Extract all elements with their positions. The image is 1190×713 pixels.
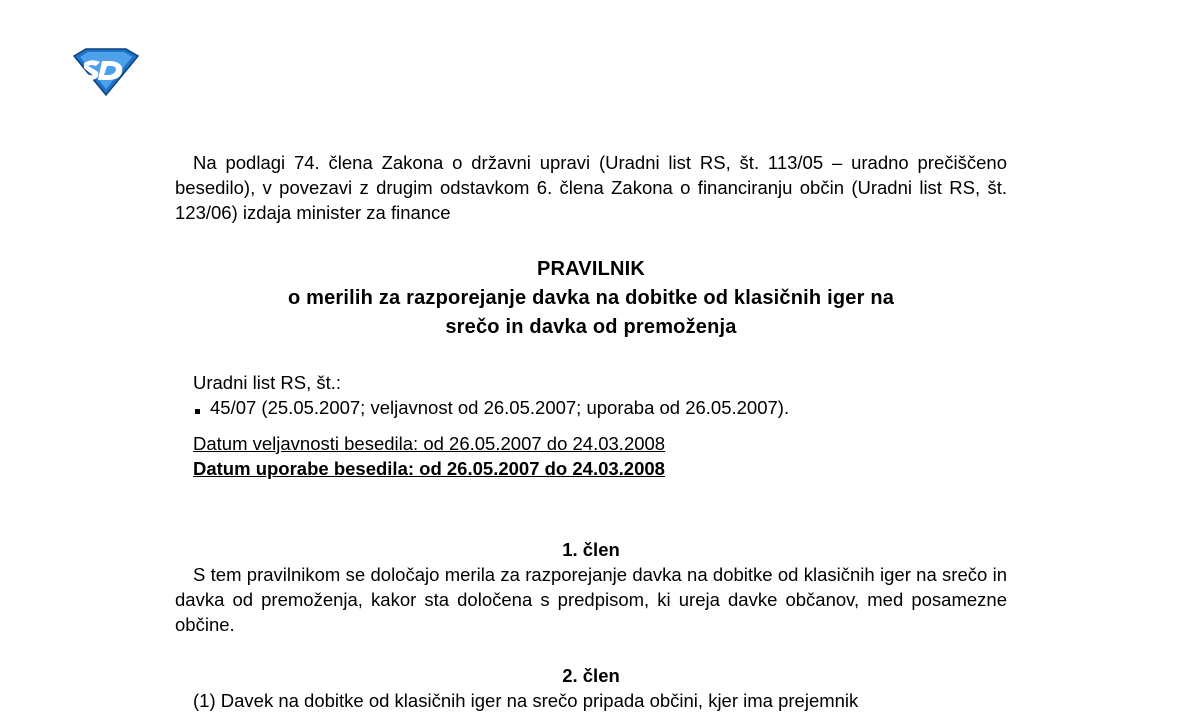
document-title [175,255,1007,342]
article-text: (1) Davek na dobitke od klasičnih iger na srečo pripada občini, kjer ima prejemnik [193,690,859,711]
application-date: Datum uporabe besedila: od 26.05.2007 do 24.03.2008 [193,458,665,479]
article-heading: 2. člen [562,665,620,686]
article-1 [175,537,1007,637]
article-heading: 1. člen [562,539,620,560]
gazette-entry-text: 45/07 (25.05.2007; veljavnost od 26.05.2007; uporaba od 26.05.2007). [210,397,790,418]
title-line-2: o merilih za razporejanje davka na dobitke od klasičnih iger na [287,287,895,309]
title-line-1: PRAVILNIK [536,258,646,280]
gazette-label: Uradni list RS, št.: [193,372,342,393]
preamble-text: Na podlagi 74. člena Zakona o državni upravi (Uradni list RS, št. 113/05 – uradno prečiščeno besedilo), v povezavi z drugim odstavkom 6. člena Zakona o financiranju občin (Uradni list RS, št. 123/06) izdaja minister za finance [175,152,1007,223]
gazette-entry [193,395,1007,420]
validity-date: Datum veljavnosti besedila: od 26.05.2007 do 24.03.2008 [193,433,666,454]
bullet-icon [195,409,200,414]
title-line-3: srečo in davka od premoženja [445,316,737,338]
article-text: S tem pravilnikom se določajo merila za razporejanje davka na dobitke od klasičnih iger na srečo in davka od premoženja, kakor sta določena s predpisom, ki ureja davke občanov, med posamezne občine. [175,564,1007,635]
article-2 [175,663,1007,713]
gazette-reference [175,370,1007,420]
document-body [175,150,1007,713]
sd-shield-logo-icon [72,46,140,98]
text-dates [175,431,1007,481]
